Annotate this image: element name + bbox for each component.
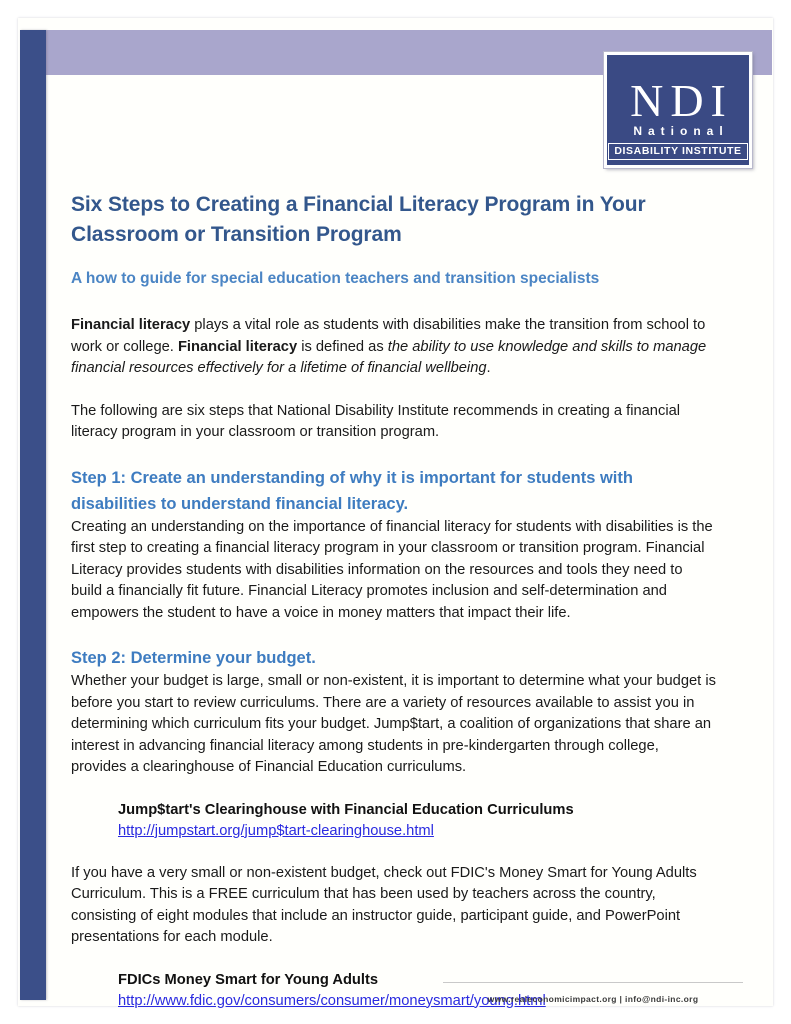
resource-jumpstart [118, 800, 717, 842]
intro-paragraph-2: The following are six steps that National Disability Institute recommends in creating a financial literacy program in your classroom or transition program. [71, 402, 681, 440]
document-content [71, 190, 717, 1012]
spacer [71, 842, 717, 863]
resource-jumpstart-title: Jump$tart's Clearinghouse with Financial Education Curriculums [118, 801, 574, 818]
step-1-heading: Step 1: Create an understanding of why it is important for students with disabilities to understand financial literacy. [71, 468, 633, 513]
left-accent-bar [20, 30, 46, 1000]
ndi-logo [604, 52, 752, 168]
step-2-body: Whether your budget is large, small or non-existent, it is important to determine what your budget is before you start to review curriculums. There are a variety of resources available to assist you in determining which curriculum fits your budget. Jump$tart, a coalition of organizations that share an interest in advancing financial literacy among students in pre-kindergarten through college, provides a clearinghouse of Financial Education curriculums. [71, 673, 716, 775]
page-subtitle: A how to guide for special education teachers and transition specialists [71, 270, 600, 287]
spacer [71, 444, 717, 465]
spacer [71, 380, 717, 401]
spacer [71, 949, 717, 970]
spacer [71, 624, 717, 645]
intro-text-2: is defined as [297, 338, 388, 355]
resource-fdic-title: FDICs Money Smart for Young Adults [118, 971, 379, 988]
intro-bold-2: Financial literacy [177, 338, 298, 355]
step-1-body: Creating an understanding on the importance of financial literacy for students with disabilities is the first step to creating a financial literacy program in your classroom or transition program. Financial Literacy provides students with disabilities information on the resources and tools they need to build a financially fit future. Financial Literacy promotes inclusion and self-determination and empowers the student to have a voice in money matters that impact their life. [71, 518, 713, 621]
spacer [71, 779, 717, 800]
footer-contact-text: www.realeconomicimpact.org | info@ndi-inc.org [487, 994, 699, 1004]
intro-bold-1: Financial literacy [71, 317, 191, 333]
intro-text-1: plays a vital role as students with disabilities make the transition from school to work or college. [71, 317, 706, 355]
resource-jumpstart-link[interactable]: http://jumpstart.org/jump$tart-clearinghouse.html [118, 822, 434, 839]
logo-org-word: National [633, 124, 729, 138]
intro-text-3: . [486, 360, 491, 376]
logo-acronym: NDI [630, 75, 733, 126]
intro-italic-definition: the ability to use knowledge and skills to manage financial resources effectively for a lifetime of financial wellbeing [71, 338, 707, 376]
resource-fdic-link[interactable]: http://www.fdic.gov/consumers/consumer/moneysmart/young.html [118, 992, 546, 1009]
page-title: Six Steps to Creating a Financial Literacy Program in Your Classroom or Transition Program [71, 193, 646, 246]
intro-paragraph-1 [71, 315, 717, 380]
step-2-heading: Step 2: Determine your budget. [71, 649, 316, 667]
step-2-body-2: If you have a very small or non-existent budget, check out FDIC's Money Smart for Young Adults Curriculum. This is a FREE curriculum that has been used by teachers across the country, consisting of eight modules that include an instructor guide, participant guide, and PowerPoint presentations for each module. [71, 864, 697, 945]
spacer [71, 290, 717, 315]
logo-org-tagline: DISABILITY INSTITUTE [608, 143, 747, 160]
page-footer [443, 982, 743, 1007]
